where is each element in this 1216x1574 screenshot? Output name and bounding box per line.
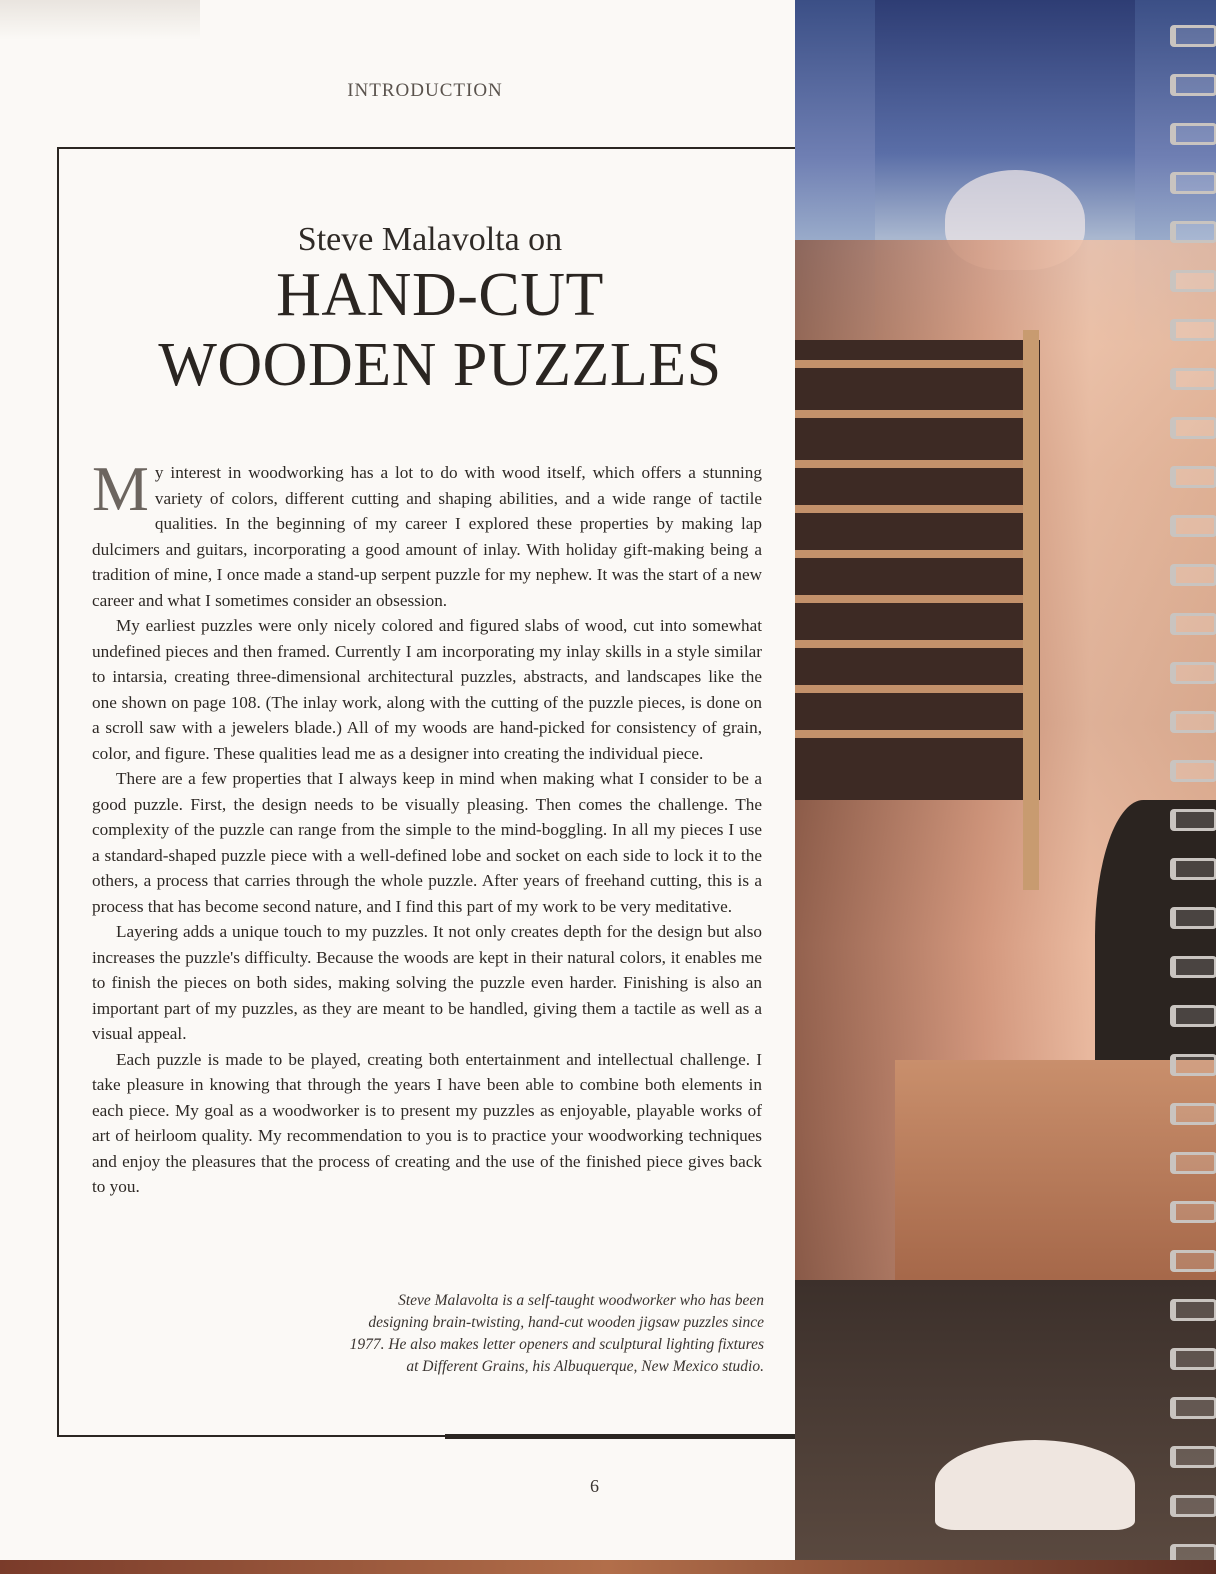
paragraph-5: Each puzzle is made to be played, creating both entertainment and intellectual challenge. I take pleasure in knowing that through the years I have been able to combine both elements in each piece. My goal as a woodworker is to present my puzzles as enjoyable, playable works of art of heirloom quality. My recommendation to you is to practice your woodworking techniques and enjoy the pleasures that the process of creating and the use of the finished piece gives back to you. — [92, 1049, 762, 1196]
spiral-coil — [1170, 711, 1216, 733]
spiral-coil — [1170, 74, 1216, 96]
paragraph-3: There are a few properties that I always keep in mind when making what I consider to be a good puzzle. First, the design needs to be visually pleasing. Then comes the challenge. The complexity of the puzzle can range from the simple to the mind-boggling. In all my pieces I use a standard-shaped puzzle piece with a well-defined lobe and socket on each side to lock it to the others, a process that carries through the whole puzzle. After years of freehand cutting, this is a process that has become second nature, and I find this part of my work to be very meditative. — [92, 769, 762, 916]
shelf — [795, 730, 1025, 738]
spiral-coil — [1170, 613, 1216, 635]
shelf — [795, 640, 1025, 648]
spiral-coil — [1170, 25, 1216, 47]
spiral-coil — [1170, 1201, 1216, 1223]
spiral-coil — [1170, 1005, 1216, 1027]
shelf — [795, 410, 1025, 418]
article-subtitle: Steve Malavolta on — [297, 221, 563, 258]
page-number: 6 — [590, 1476, 599, 1496]
spiral-coil — [1170, 123, 1216, 145]
shelf-side-panel — [1023, 330, 1039, 890]
spiral-coil — [1170, 662, 1216, 684]
workshop-photo — [795, 0, 1216, 1574]
shelf — [795, 360, 1025, 368]
spiral-coil — [1170, 515, 1216, 537]
spiral-coil — [1170, 1054, 1216, 1076]
spiral-coil — [1170, 1397, 1216, 1419]
spiral-coil — [1170, 1495, 1216, 1517]
spiral-coil — [1170, 1152, 1216, 1174]
spiral-coil — [1170, 907, 1216, 929]
paragraph-1 — [92, 453, 762, 613]
spiral-coil — [1170, 564, 1216, 586]
frame-top-rule — [57, 147, 800, 149]
article-body — [92, 453, 762, 1200]
paragraph-1-text: y interest in woodworking has a lot to do with wood itself, which offers a stunning variety of colors, different cutting and shaping abilities, and a wide range of tactile qualities. In the beginning of my career I explored these properties by making lap dulcimers and guitars, incorporating a good amount of inlay. With holiday gift-making being a tradition of mine, I once made a stand-up serpent puzzle for my nephew. It was the start of a new career and what I sometimes consider an obsession. — [92, 463, 762, 610]
paragraph-2: My earliest puzzles were only nicely colored and figured slabs of wood, cut into somewhat undefined pieces and then framed. Currently I am incorporating my inlay skills in a style similar to intarsia, creating three-dimensional architectural puzzles, abstracts, and landscapes like the one shown on page 108. (The inlay work, along with the cutting of the puzzle pieces, is done on a scroll saw with a jewelers blade.) All of my woods are hand-picked for consistency of grain, color, and figure. These qualities lead me as a designer into creating the individual piece. — [92, 616, 762, 763]
spiral-coil — [1170, 172, 1216, 194]
spiral-coil — [1170, 760, 1216, 782]
author-bio: Steve Malavolta is a self-taught woodworker who has been designing brain-twisting, hand-cut wooden jigsaw puzzles since 1977. He also makes letter openers and sculptural lighting fixtures at Different Grains, his Albuquerque, New Mexico studio. — [349, 1292, 764, 1375]
shelf — [795, 685, 1025, 693]
spiral-coil — [1170, 1250, 1216, 1272]
spiral-coil — [1170, 1446, 1216, 1468]
shelving-unit — [795, 340, 1040, 800]
paper-sheet — [935, 1440, 1135, 1530]
spiral-coil — [1170, 466, 1216, 488]
shelf — [795, 595, 1025, 603]
spiral-coil — [1170, 270, 1216, 292]
page-smudge — [0, 0, 200, 40]
title-line-2: WOODEN PUZZLES — [158, 331, 722, 399]
spiral-binding — [1170, 0, 1216, 1574]
page-bottom-edge — [0, 1560, 1216, 1574]
spiral-coil — [1170, 1299, 1216, 1321]
spiral-coil — [1170, 221, 1216, 243]
spiral-coil — [1170, 858, 1216, 880]
shelf — [795, 505, 1025, 513]
spiral-coil — [1170, 319, 1216, 341]
spiral-coil — [1170, 1103, 1216, 1125]
shelf — [795, 460, 1025, 468]
spiral-coil — [1170, 417, 1216, 439]
spiral-coil — [1170, 809, 1216, 831]
drop-cap: M — [92, 453, 149, 524]
article-title — [60, 260, 820, 400]
frame-bottom-accent — [445, 1434, 800, 1439]
spiral-coil — [1170, 956, 1216, 978]
section-header: INTRODUCTION — [347, 80, 503, 101]
shelf — [795, 550, 1025, 558]
frame-left-rule — [57, 147, 59, 1437]
spiral-coil — [1170, 368, 1216, 390]
paragraph-4: Layering adds a unique touch to my puzzles. It not only creates depth for the design but also increases the puzzle's difficulty. Because the woods are kept in their natural colors, it enables me to finish the pieces on both sides, making solving the puzzle even harder. Finishing is also an important part of my puzzles, as they are meant to be handled, giving them a tactile as well as a visual appeal. — [92, 922, 762, 1043]
workbench — [895, 1060, 1216, 1290]
title-line-1: HAND-CUT — [276, 261, 604, 329]
spiral-coil — [1170, 1348, 1216, 1370]
